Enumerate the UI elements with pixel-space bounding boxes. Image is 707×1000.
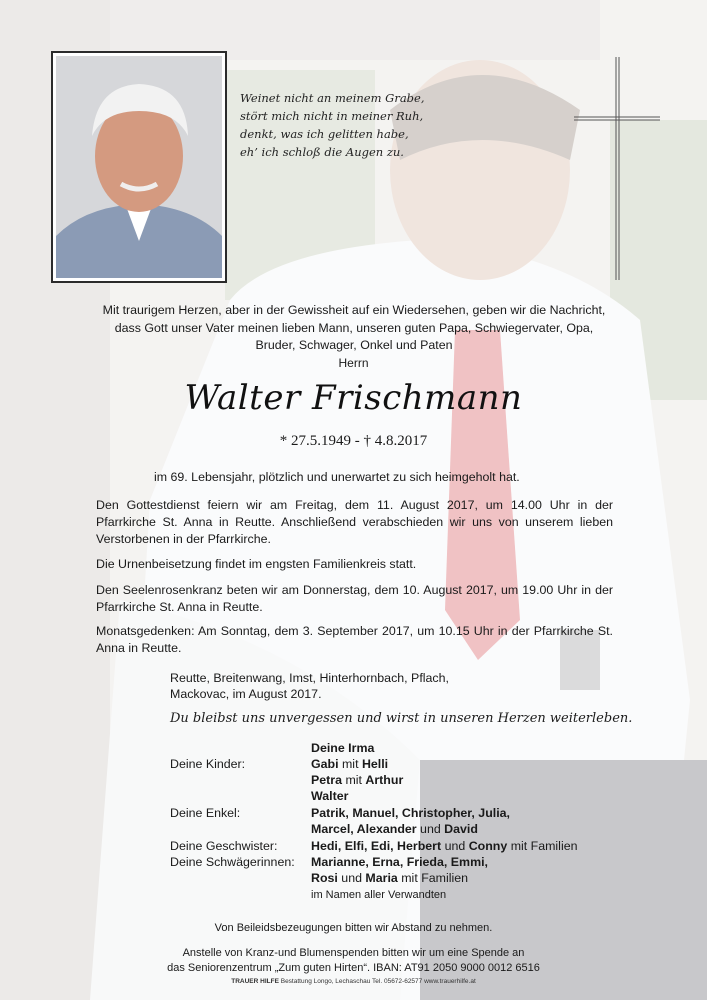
cross-icon	[572, 55, 662, 285]
salutation: Herrn	[338, 356, 369, 370]
siblings-label: Deine Geschwister:	[170, 839, 278, 853]
grandchild-name: David	[444, 822, 478, 836]
sibling-name: Conny	[468, 839, 508, 853]
grandchild-names: Marcel, Alexander	[311, 822, 417, 836]
inlaw-name: Rosi	[311, 871, 338, 885]
suffix: mit Familien	[397, 871, 469, 885]
grandchildren-line-1: Patrik, Manuel, Christopher, Julia,	[311, 806, 510, 820]
child-name: Petra	[311, 773, 342, 787]
deceased-name: Walter Frischmann	[184, 378, 523, 418]
children-label: Deine Kinder:	[170, 757, 246, 771]
sibling-names: Hedi, Elfi, Edi, Herbert	[311, 839, 442, 853]
siblings-line	[311, 839, 577, 853]
connector: und	[441, 839, 469, 853]
places-line-2: Mackovac, im August 2017.	[170, 687, 322, 701]
motto: Du bleibst uns unvergessen und wirst in unseren Herzen weiterleben.	[170, 711, 633, 726]
footer	[0, 978, 707, 985]
inlaw-name: Maria	[365, 871, 398, 885]
partner-name: Arthur	[365, 773, 404, 787]
children-line-1	[311, 757, 388, 771]
grandchildren-line-2	[311, 822, 478, 836]
monthly-memorial-text: Monatsgedenken: Am Sonntag, dem 3. September 2017, um 10.15 Uhr in der Pfarrkirche St. Anna in Reutte.	[96, 624, 613, 655]
wife: Deine Irma	[311, 741, 375, 755]
life-dates: * 27.5.1949 - † 4.8.2017	[279, 433, 428, 449]
rosary-text: Den Seelenrosenkranz beten wir am Donnerstag, dem 10. August 2017, um 19.00 Uhr in der Pfarrkirche St. Anna in Reutte.	[96, 583, 613, 614]
donation-line-1: Anstelle von Kranz-und Blumenspenden bitten wir um eine Spende an	[182, 947, 525, 959]
poem-line: eh’ ich schloß die Augen zu.	[240, 145, 404, 159]
connector: und	[416, 822, 445, 836]
footer-text: Bestattung Longo, Lechaschau Tel. 05672-62577 www.trauerhilfe.at	[278, 978, 476, 985]
suffix: mit Familien	[507, 839, 578, 853]
condolences-note: Von Beileidsbezeugungen bitten wir Abstand zu nehmen.	[214, 922, 493, 934]
partner-name: Helli	[361, 757, 389, 771]
intro-text: Mit traurigem Herzen, aber in der Gewissheit auf ein Wiedersehen, geben wir die Nachricht, dass Gott unser Vater meinen lieben Mann, unseren guten Papa, Schwiegervater, Opa, Bruder, Schwager, Onkel und Paten	[102, 303, 606, 352]
poem-line: Weinet nicht an meinem Grabe,	[240, 91, 425, 105]
children-line-3: Walter	[311, 789, 349, 803]
portrait-photo	[56, 56, 222, 278]
children-line-2	[311, 773, 403, 787]
connector: mit	[338, 757, 362, 771]
donation-line-2: das Seniorenzentrum „Zum guten Hirten“. IBAN: AT91 2050 9000 0012 6516	[167, 962, 540, 974]
places-line-1: Reutte, Breitenwang, Imst, Hinterhornbach, Pflach,	[170, 671, 449, 685]
age-line: im 69. Lebensjahr, plötzlich und unerwartet zu sich heimgeholt hat.	[154, 470, 520, 484]
grandchildren-label: Deine Enkel:	[170, 806, 241, 820]
connector: mit	[342, 773, 366, 787]
poem-line: stört mich nicht in meiner Ruh,	[240, 109, 424, 123]
all-relatives: im Namen aller Verwandten	[311, 889, 447, 901]
portrait-photo-frame	[51, 51, 227, 283]
poem-line: denkt, was ich gelitten habe,	[240, 127, 409, 141]
inlaws-label: Deine Schwägerinnen:	[170, 855, 295, 869]
connector: und	[337, 871, 366, 885]
poem	[240, 89, 480, 161]
child-name: Gabi	[311, 757, 339, 771]
urn-text: Die Urnenbeisetzung findet im engsten Familienkreis statt.	[96, 557, 417, 571]
inlaws-line-1: Marianne, Erna, Frieda, Emmi,	[311, 855, 488, 869]
inlaws-line-2	[311, 871, 468, 885]
service-text: Den Gottestdienst feiern wir am Freitag, dem 11. August 2017, um 14.00 Uhr in der Pfarrkirche St. Anna in Reutte. Anschließend verabschieden wir uns von unserem lieben Verstorbenen in der Pfarrkirche.	[96, 498, 613, 546]
footer-brand: TRAUER HILFE	[231, 978, 279, 985]
